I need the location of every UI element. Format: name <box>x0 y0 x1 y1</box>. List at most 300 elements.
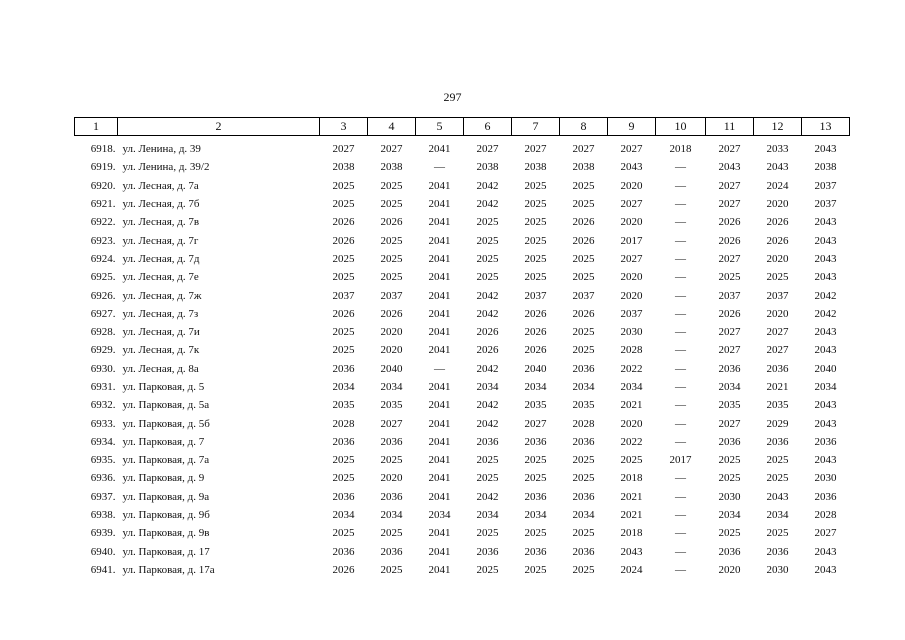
year-cell: 2043 <box>814 234 837 247</box>
year-cell: 2034 <box>476 509 499 522</box>
year-cell: 2022 <box>620 362 643 375</box>
year-cell: 2034 <box>380 509 403 522</box>
address-cell: ул. Парковая, д. 9а <box>122 490 210 503</box>
year-cell: 2043 <box>766 490 789 503</box>
column-header-8: 8 <box>560 118 608 136</box>
year-cell: 2029 <box>766 417 789 430</box>
year-cell: 2041 <box>428 198 451 211</box>
year-cell: 2017 <box>620 234 643 247</box>
year-cell: 2041 <box>428 527 451 540</box>
year-cell: 2027 <box>814 527 837 540</box>
row-number: 6939. <box>90 527 116 540</box>
year-cell: 2036 <box>814 435 837 448</box>
address-cell: ул. Парковая, д. 7а <box>122 454 210 467</box>
table-row <box>75 488 850 506</box>
year-cell: 2018 <box>620 472 643 485</box>
year-cell: 2025 <box>476 472 499 485</box>
year-cell: 2025 <box>718 472 741 485</box>
year-cell: 2035 <box>718 399 741 412</box>
table-row <box>75 305 850 323</box>
column-header-6: 6 <box>464 118 512 136</box>
address-cell: ул. Лесная, д. 7е <box>122 271 199 284</box>
address-cell: ул. Парковая, д. 9в <box>122 527 210 540</box>
year-cell: 2025 <box>766 271 789 284</box>
year-cell: 2041 <box>428 234 451 247</box>
year-cell: 2027 <box>620 252 643 265</box>
table-row <box>75 524 850 542</box>
year-cell: — <box>675 472 686 485</box>
year-cell: 2036 <box>766 545 789 558</box>
year-cell: 2025 <box>332 271 355 284</box>
year-cell: 2042 <box>476 289 499 302</box>
year-cell: 2025 <box>524 198 547 211</box>
year-cell: 2021 <box>620 509 643 522</box>
year-cell: 2027 <box>380 143 403 156</box>
year-cell: 2027 <box>718 252 741 265</box>
year-cell: 2020 <box>620 216 643 229</box>
year-cell: 2025 <box>476 527 499 540</box>
year-cell: 2036 <box>766 435 789 448</box>
year-cell: — <box>675 490 686 503</box>
row-number: 6919. <box>90 161 116 174</box>
row-number: 6940. <box>90 545 116 558</box>
year-cell: 2036 <box>572 435 595 448</box>
year-cell: 2021 <box>620 490 643 503</box>
year-cell: 2036 <box>572 545 595 558</box>
year-cell: 2041 <box>428 490 451 503</box>
year-cell: — <box>675 399 686 412</box>
year-cell: 2025 <box>572 252 595 265</box>
year-cell: 2025 <box>380 527 403 540</box>
year-cell: 2030 <box>620 326 643 339</box>
year-cell: 2030 <box>766 563 789 576</box>
year-cell: 2027 <box>572 143 595 156</box>
year-cell: 2024 <box>766 179 789 192</box>
address-cell: ул. Парковая, д. 5 <box>122 381 205 393</box>
column-header-10: 10 <box>656 118 706 136</box>
year-cell: 2027 <box>524 143 547 156</box>
year-cell: 2025 <box>524 271 547 284</box>
year-cell: 2027 <box>718 326 741 339</box>
address-cell: ул. Лесная, д. 7з <box>122 307 199 320</box>
year-cell: 2025 <box>572 472 595 485</box>
row-number: 6932. <box>90 399 116 412</box>
year-cell: 2022 <box>620 435 643 448</box>
year-cell: 2025 <box>524 216 547 229</box>
year-cell: 2043 <box>814 326 837 339</box>
year-cell: 2025 <box>332 454 355 467</box>
address-cell: ул. Парковая, д. 5б <box>122 417 210 430</box>
table-row <box>75 396 850 414</box>
column-header-2: 2 <box>118 118 320 136</box>
year-cell: 2042 <box>814 307 837 320</box>
year-cell: — <box>434 362 445 375</box>
year-cell: 2025 <box>572 271 595 284</box>
year-cell: 2041 <box>428 307 451 320</box>
year-cell: 2025 <box>766 472 789 485</box>
year-cell: — <box>675 289 686 302</box>
column-header-4: 4 <box>368 118 416 136</box>
year-cell: 2043 <box>766 161 789 174</box>
year-cell: 2025 <box>572 198 595 211</box>
year-cell: 2030 <box>718 490 741 503</box>
year-cell: 2025 <box>332 326 355 339</box>
year-cell: 2036 <box>718 362 741 375</box>
year-cell: 2038 <box>380 161 403 174</box>
year-cell: 2034 <box>572 381 595 393</box>
year-cell: 2027 <box>620 143 643 156</box>
year-cell: 2043 <box>620 545 643 558</box>
row-number: 6937. <box>90 490 116 503</box>
year-cell: 2025 <box>476 454 499 467</box>
year-cell: 2038 <box>814 161 837 174</box>
year-cell: 2043 <box>814 344 837 357</box>
year-cell: 2037 <box>380 289 403 302</box>
year-cell: 2040 <box>524 362 547 375</box>
row-number: 6933. <box>90 417 116 430</box>
row-number: 6936. <box>90 472 116 485</box>
year-cell: 2027 <box>718 344 741 357</box>
year-cell: 2034 <box>380 381 403 393</box>
year-cell: 2025 <box>332 344 355 357</box>
year-cell: 2026 <box>718 307 741 320</box>
row-number: 6935. <box>90 454 116 467</box>
year-cell: 2035 <box>572 399 595 412</box>
year-cell: — <box>675 271 686 284</box>
year-cell: — <box>675 545 686 558</box>
year-cell: 2025 <box>766 527 789 540</box>
year-cell: 2035 <box>380 399 403 412</box>
year-cell: 2020 <box>620 271 643 284</box>
year-cell: 2025 <box>572 344 595 357</box>
year-cell: 2021 <box>766 381 789 393</box>
address-cell: ул. Лесная, д. 7д <box>122 252 200 265</box>
year-cell: 2043 <box>814 143 837 156</box>
row-number: 6931. <box>90 381 116 393</box>
column-header-12: 12 <box>754 118 802 136</box>
year-cell: 2043 <box>814 252 837 265</box>
year-cell: 2036 <box>718 545 741 558</box>
year-cell: 2020 <box>380 472 403 485</box>
year-cell: — <box>675 307 686 320</box>
year-cell: 2027 <box>380 417 403 430</box>
year-cell: 2028 <box>332 417 355 430</box>
year-cell: 2025 <box>332 472 355 485</box>
year-cell: 2027 <box>524 417 547 430</box>
year-cell: 2042 <box>814 289 837 302</box>
table-row <box>75 341 850 359</box>
year-cell: 2042 <box>476 198 499 211</box>
year-cell: 2038 <box>524 161 547 174</box>
year-cell: 2025 <box>572 454 595 467</box>
year-cell: 2026 <box>332 563 355 576</box>
address-cell: ул. Лесная, д. 7ж <box>122 289 202 302</box>
year-cell: — <box>675 234 686 247</box>
table-body <box>75 136 850 580</box>
address-cell: ул. Лесная, д. 7к <box>122 344 200 357</box>
year-cell: 2034 <box>476 381 499 393</box>
address-cell: ул. Лесная, д. 7в <box>122 216 200 229</box>
year-cell: 2037 <box>766 289 789 302</box>
address-cell: ул. Лесная, д. 7б <box>122 198 200 211</box>
address-cell: ул. Парковая, д. 9 <box>122 472 205 485</box>
year-cell: 2025 <box>718 454 741 467</box>
year-cell: — <box>675 161 686 174</box>
year-cell: 2036 <box>332 362 355 375</box>
year-cell: 2034 <box>620 381 643 393</box>
year-cell: — <box>675 362 686 375</box>
address-cell: ул. Лесная, д. 7г <box>122 234 199 247</box>
year-cell: 2025 <box>524 179 547 192</box>
column-header-11: 11 <box>706 118 754 136</box>
row-number: 6925. <box>90 271 116 284</box>
year-cell: 2025 <box>380 234 403 247</box>
year-cell: 2041 <box>428 563 451 576</box>
year-cell: — <box>675 417 686 430</box>
year-cell: 2026 <box>524 326 547 339</box>
year-cell: 2036 <box>572 362 595 375</box>
column-header-9: 9 <box>608 118 656 136</box>
table-row <box>75 268 850 286</box>
row-number: 6923. <box>90 234 116 247</box>
year-cell: 2041 <box>428 252 451 265</box>
table-row <box>75 469 850 487</box>
year-cell: 2025 <box>380 271 403 284</box>
year-cell: — <box>675 509 686 522</box>
year-cell: 2041 <box>428 216 451 229</box>
year-cell: 2025 <box>524 234 547 247</box>
year-cell: 2034 <box>766 509 789 522</box>
row-number: 6920. <box>90 179 116 192</box>
year-cell: 2027 <box>718 143 741 156</box>
year-cell: 2033 <box>766 143 789 156</box>
header-row <box>75 118 850 136</box>
year-cell: 2025 <box>476 252 499 265</box>
year-cell: 2026 <box>476 326 499 339</box>
row-number: 6921. <box>90 198 116 211</box>
year-cell: 2043 <box>814 399 837 412</box>
year-cell: 2017 <box>669 454 692 467</box>
year-cell: 2034 <box>718 509 741 522</box>
year-cell: 2026 <box>524 307 547 320</box>
year-cell: 2025 <box>476 234 499 247</box>
year-cell: 2020 <box>380 326 403 339</box>
year-cell: — <box>675 198 686 211</box>
year-cell: 2043 <box>814 216 837 229</box>
year-cell: 2041 <box>428 271 451 284</box>
year-cell: 2036 <box>380 435 403 448</box>
year-cell: 2024 <box>620 563 643 576</box>
year-cell: 2041 <box>428 289 451 302</box>
year-cell: 2025 <box>572 179 595 192</box>
year-cell: 2043 <box>814 454 837 467</box>
year-cell: — <box>675 563 686 576</box>
year-cell: 2040 <box>814 362 837 375</box>
year-cell: 2020 <box>620 179 643 192</box>
table-row <box>75 231 850 249</box>
year-cell: — <box>675 179 686 192</box>
year-cell: 2041 <box>428 326 451 339</box>
year-cell: 2027 <box>332 143 355 156</box>
address-cell: ул. Парковая, д. 17 <box>122 545 210 558</box>
row-number: 6930. <box>90 362 116 375</box>
year-cell: 2034 <box>718 381 741 393</box>
table-row <box>75 360 850 378</box>
year-cell: 2036 <box>380 490 403 503</box>
year-cell: — <box>675 435 686 448</box>
year-cell: 2020 <box>620 289 643 302</box>
table-row <box>75 378 850 396</box>
year-cell: 2041 <box>428 179 451 192</box>
table-row <box>75 195 850 213</box>
year-cell: 2027 <box>718 179 741 192</box>
year-cell: 2041 <box>428 399 451 412</box>
table-row <box>75 506 850 524</box>
year-cell: 2026 <box>332 234 355 247</box>
table-row <box>75 136 850 159</box>
column-header-3: 3 <box>320 118 368 136</box>
year-cell: 2041 <box>428 381 451 393</box>
year-cell: 2026 <box>766 234 789 247</box>
year-cell: 2025 <box>718 527 741 540</box>
year-cell: 2020 <box>766 198 789 211</box>
year-cell: 2042 <box>476 362 499 375</box>
year-cell: 2025 <box>332 179 355 192</box>
year-cell: 2025 <box>766 454 789 467</box>
year-cell: 2043 <box>814 545 837 558</box>
year-cell: 2025 <box>332 527 355 540</box>
year-cell: 2026 <box>524 344 547 357</box>
year-cell: 2026 <box>572 307 595 320</box>
year-cell: 2036 <box>380 545 403 558</box>
year-cell: 2037 <box>718 289 741 302</box>
address-cell: ул. Парковая, д. 17а <box>122 563 215 576</box>
column-header-1: 1 <box>75 118 118 136</box>
year-cell: 2041 <box>428 417 451 430</box>
year-cell: 2025 <box>332 198 355 211</box>
year-cell: 2037 <box>814 179 837 192</box>
year-cell: 2043 <box>814 563 837 576</box>
address-cell: ул. Парковая, д. 7 <box>122 435 205 448</box>
year-cell: — <box>675 381 686 393</box>
year-cell: 2038 <box>476 161 499 174</box>
row-number: 6938. <box>90 509 116 522</box>
year-cell: 2025 <box>380 179 403 192</box>
year-cell: 2035 <box>524 399 547 412</box>
year-cell: 2025 <box>572 563 595 576</box>
row-number: 6934. <box>90 435 116 448</box>
year-cell: 2025 <box>524 472 547 485</box>
year-cell: 2026 <box>766 216 789 229</box>
year-cell: 2025 <box>718 271 741 284</box>
year-cell: 2026 <box>572 216 595 229</box>
year-cell: 2035 <box>766 399 789 412</box>
year-cell: 2027 <box>718 198 741 211</box>
year-cell: — <box>434 161 445 174</box>
year-cell: 2041 <box>428 344 451 357</box>
year-cell: 2028 <box>572 417 595 430</box>
row-number: 6926. <box>90 289 116 302</box>
address-cell: ул. Ленина, д. 39 <box>122 143 201 156</box>
year-cell: 2027 <box>766 326 789 339</box>
address-cell: ул. Парковая, д. 9б <box>122 509 210 522</box>
year-cell: 2042 <box>476 417 499 430</box>
page-number: 297 <box>443 90 462 104</box>
year-cell: 2034 <box>524 381 547 393</box>
year-cell: 2026 <box>332 307 355 320</box>
year-cell: 2043 <box>814 271 837 284</box>
row-number: 6928. <box>90 326 116 339</box>
year-cell: 2018 <box>620 527 643 540</box>
schedule-table <box>74 117 850 579</box>
year-cell: 2037 <box>814 198 837 211</box>
year-cell: 2027 <box>620 198 643 211</box>
table-header <box>75 118 850 136</box>
year-cell: 2043 <box>620 161 643 174</box>
year-cell: 2034 <box>332 509 355 522</box>
year-cell: 2034 <box>332 381 355 393</box>
year-cell: 2041 <box>428 143 451 156</box>
year-cell: 2025 <box>524 527 547 540</box>
year-cell: 2030 <box>814 472 837 485</box>
year-cell: 2036 <box>476 545 499 558</box>
year-cell: 2038 <box>572 161 595 174</box>
year-cell: 2025 <box>332 252 355 265</box>
year-cell: 2037 <box>572 289 595 302</box>
year-cell: 2028 <box>814 509 837 522</box>
year-cell: 2026 <box>572 234 595 247</box>
year-cell: 2040 <box>380 362 403 375</box>
row-number: 6918. <box>90 143 116 156</box>
year-cell: 2037 <box>524 289 547 302</box>
table-row <box>75 158 850 176</box>
year-cell: 2036 <box>814 490 837 503</box>
year-cell: 2036 <box>718 435 741 448</box>
year-cell: 2036 <box>524 490 547 503</box>
year-cell: 2041 <box>428 472 451 485</box>
year-cell: 2025 <box>380 252 403 265</box>
year-cell: 2025 <box>524 252 547 265</box>
year-cell: 2018 <box>669 143 692 156</box>
year-cell: 2020 <box>620 417 643 430</box>
year-cell: — <box>675 344 686 357</box>
address-cell: ул. Парковая, д. 5а <box>122 399 210 412</box>
year-cell: 2020 <box>380 344 403 357</box>
address-cell: ул. Ленина, д. 39/2 <box>122 161 210 174</box>
year-cell: 2042 <box>476 490 499 503</box>
year-cell: 2041 <box>428 545 451 558</box>
address-cell: ул. Лесная, д. 8а <box>122 362 199 375</box>
year-cell: 2025 <box>380 454 403 467</box>
year-cell: 2025 <box>572 326 595 339</box>
year-cell: 2025 <box>524 454 547 467</box>
year-cell: 2020 <box>718 563 741 576</box>
year-cell: 2036 <box>476 435 499 448</box>
year-cell: — <box>675 326 686 339</box>
year-cell: 2043 <box>718 161 741 174</box>
year-cell: 2026 <box>718 216 741 229</box>
year-cell: 2026 <box>718 234 741 247</box>
year-cell: 2021 <box>620 399 643 412</box>
column-header-5: 5 <box>416 118 464 136</box>
table-row <box>75 561 850 579</box>
year-cell: 2026 <box>380 307 403 320</box>
year-cell: 2025 <box>476 216 499 229</box>
year-cell: 2036 <box>524 435 547 448</box>
row-number: 6924. <box>90 252 116 265</box>
year-cell: 2041 <box>428 435 451 448</box>
table-row <box>75 323 850 341</box>
